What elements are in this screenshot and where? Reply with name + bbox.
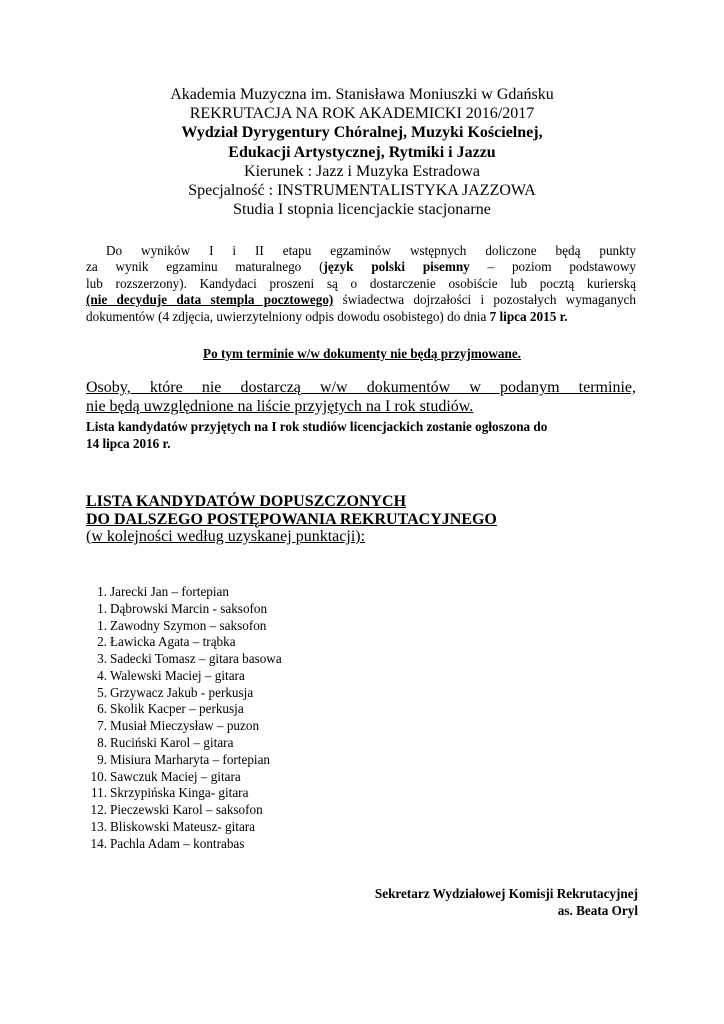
signature-name: as. Beata Oryl	[557, 902, 638, 918]
signature-block	[375, 886, 638, 919]
list-item: 1. Dąbrowski Marcin - saksofon	[97, 600, 268, 616]
list-item: 3. Sadecki Tomasz – gitara basowa	[97, 651, 282, 667]
study-level: Studia I stopnia licencjackie stacjonarne	[233, 201, 491, 219]
list-heading-line-2: DO DALSZEGO POSTĘPOWANIA REKRUTACYJNEGO	[86, 510, 497, 528]
list-item: 2. Ławicka Agata – trąbka	[97, 634, 236, 650]
list-item: 13. Bliskowski Mateusz- gitara	[90, 818, 256, 834]
list-item: 9. Misiura Marharyta – fortepian	[97, 751, 271, 767]
candidate-list	[86, 584, 282, 853]
info-line-4: (nie decyduje data stempla pocztowego) świadectwa dojrzałości i pozostałych wymaganych	[86, 292, 636, 308]
list-item: 10. Sawczuk Maciej – gitara	[90, 768, 241, 784]
list-item: 5. Grzywacz Jakub - perkusja	[97, 684, 254, 700]
recruitment-title: REKRUTACJA NA ROK AKADEMICKI 2016/2017	[189, 105, 535, 123]
deadline-notice: Po tym terminie w/w dokumenty nie będą przyjmowane.	[203, 346, 521, 361]
info-line-2: za wynik egzaminu maturalnego (język polski pisemny – poziom podstawowy	[86, 259, 636, 275]
document-header	[0, 85, 724, 219]
list-item: 8. Ruciński Karol – gitara	[97, 735, 234, 751]
list-heading	[86, 493, 497, 546]
list-item: 4. Walewski Maciej – gitara	[97, 667, 245, 683]
deadline-date: 7 lipca 2015 r.	[489, 308, 568, 324]
list-item: 1. Jarecki Jan – fortepian	[97, 584, 230, 599]
info-line-3: lub rozszerzony). Kandydaci proszeni są o dostarczenie osobiście lub pocztą kurierską	[86, 275, 636, 291]
info-paragraph	[86, 243, 636, 325]
info-line-1: Do wyników I i II etapu egzaminów wstępnych doliczone będą punkty	[106, 243, 636, 258]
faculty-line-2: Edukacji Artystycznej, Rytmiki i Jazzu	[228, 143, 496, 161]
warning-line-2: nie będą uwzględnione na liście przyjętych na I rok studiów.	[86, 398, 474, 415]
list-item: 7. Musiał Mieczysław – puzon	[97, 718, 260, 734]
info-line-5: dokumentów (4 zdjęcia, uwierzytelniony odpis dowodu osobistego) do dnia 7 lipca 2015 r.	[86, 308, 568, 324]
postmark-note: (nie decyduje data stempla pocztowego)	[86, 292, 334, 308]
signature-title: Sekretarz Wydziałowej Komisji Rekrutacyjnej	[374, 886, 638, 901]
announcement-line-2: 14 lipca 2016 r.	[86, 435, 171, 451]
list-item: 12. Pieczewski Karol – saksofon	[90, 802, 263, 818]
field-of-study: Kierunek : Jazz i Muzyka Estradowa	[244, 162, 480, 180]
announcement-paragraph	[86, 419, 646, 452]
warning-paragraph	[86, 378, 636, 416]
list-item: 6. Skolik Kacper – perkusja	[97, 701, 244, 717]
institution-name: Akademia Muzyczna im. Stanisława Moniuszki w Gdańsku	[170, 86, 554, 103]
list-item: 11. Skrzypińska Kinga- gitara	[91, 785, 249, 801]
list-heading-subtitle: (w kolejności według uzyskanej punktacji):	[86, 528, 366, 545]
warning-line-1: Osoby, które nie dostarczą w/w dokumentów w podanym terminie,	[86, 379, 636, 396]
specialty: Specjalność : INSTRUMENTALISTYKA JAZZOWA	[188, 182, 536, 200]
subject-bold: język polski pisemny	[323, 259, 470, 275]
faculty-line-1: Wydział Dyrygentury Chóralnej, Muzyki Kościelnej,	[181, 124, 543, 142]
list-item: 14. Pachla Adam – kontrabas	[90, 835, 245, 851]
list-item: 1. Zawodny Szymon – saksofon	[97, 617, 267, 633]
announcement-line-1: Lista kandydatów przyjętych na I rok studiów licencjackich zostanie ogłoszona do	[86, 419, 548, 434]
list-heading-line-1: LISTA KANDYDATÓW DOPUSZCZONYCH	[86, 493, 407, 510]
